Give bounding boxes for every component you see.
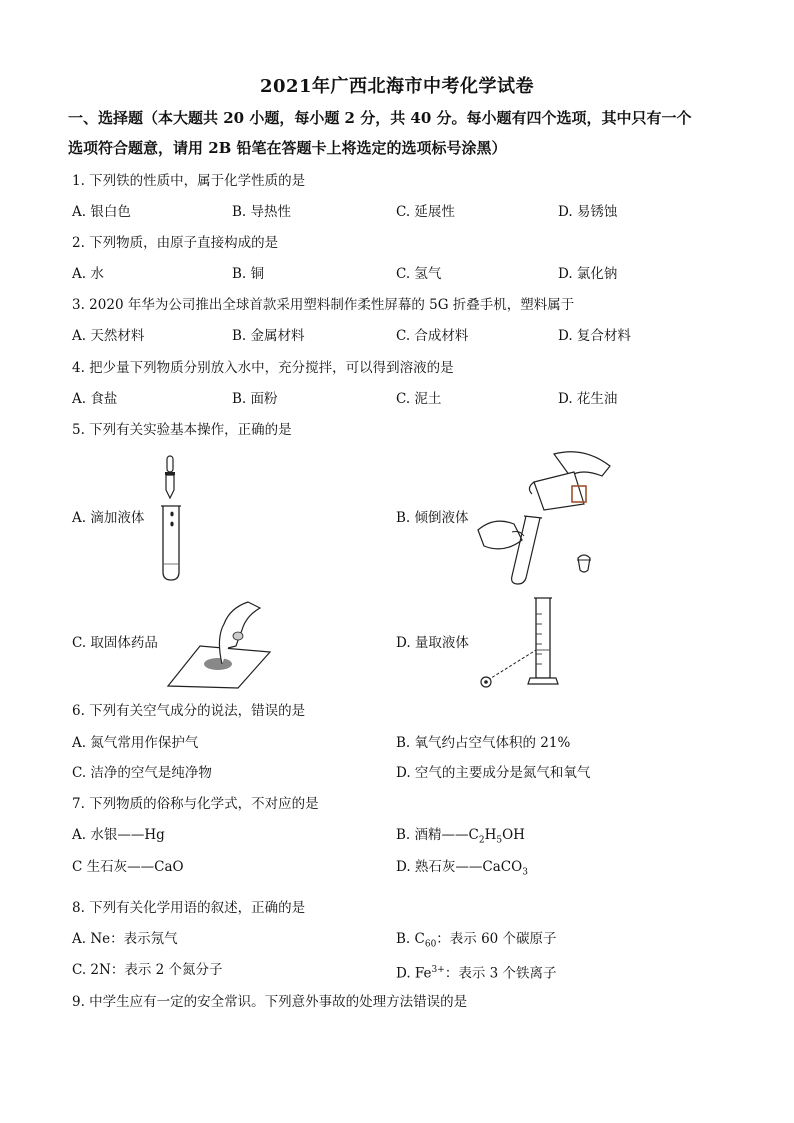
- q7-b-sub-2: 5: [496, 835, 503, 846]
- q8-b-sub: 60: [424, 939, 437, 950]
- q7-option-c[interactable]: C 生石灰——CaO: [72, 859, 184, 875]
- question-9-stem: 9. 中学生应有一定的安全常识。下列意外事故的处理方法错误的是: [72, 994, 468, 1010]
- q5-option-a[interactable]: A. 滴加液体: [72, 510, 145, 526]
- q7-option-d[interactable]: [396, 858, 528, 882]
- q5-option-c[interactable]: C. 取固体药品: [72, 635, 158, 651]
- q1-option-d[interactable]: D. 易锈蚀: [558, 204, 618, 220]
- question-2-stem: 2. 下列物质，由原子直接构成的是: [72, 235, 279, 251]
- q3-option-b[interactable]: B. 金属材料: [232, 328, 305, 344]
- q1-option-c[interactable]: C. 延展性: [396, 204, 455, 220]
- question-5-stem: 5. 下列有关实验基本操作，正确的是: [72, 422, 292, 438]
- q6-option-c[interactable]: C. 洁净的空气是纯净物: [72, 765, 212, 781]
- q8-b-text-2: ：表示 60 个碳原子: [436, 931, 557, 947]
- q2-option-a[interactable]: A. 水: [72, 266, 104, 282]
- q6-option-d[interactable]: D. 空气的主要成分是氮气和氧气: [396, 765, 591, 781]
- q3-option-a[interactable]: A. 天然材料: [72, 328, 145, 344]
- q6-option-b[interactable]: B. 氧气约占空气体积的 21%: [396, 735, 571, 751]
- solid-reagent-illustration: [164, 598, 274, 690]
- q7-option-b[interactable]: [396, 826, 525, 850]
- question-7-stem: 7. 下列物质的俗称与化学式，不对应的是: [72, 796, 319, 812]
- q7-b-text-3: OH: [502, 827, 525, 843]
- q1-option-b[interactable]: B. 导热性: [232, 204, 292, 220]
- q8-option-c[interactable]: C. 2N：表示 2 个氮分子: [72, 962, 223, 978]
- section-heading-line1: 一、选择题（本大题共 20 小题，每小题 2 分，共 40 分。每小题有四个选项，其中只有一个: [68, 109, 692, 127]
- q7-b-text-2: H: [484, 827, 497, 843]
- pouring-liquid-illustration: [474, 446, 616, 586]
- q5-option-d[interactable]: D. 量取液体: [396, 635, 469, 651]
- q7-b-sub-1: 2: [478, 835, 485, 846]
- q2-option-b[interactable]: B. 铜: [232, 266, 265, 282]
- q8-d-sup: 3+: [431, 965, 445, 975]
- question-1-stem: 1. 下列铁的性质中，属于化学性质的是: [72, 173, 306, 189]
- q5-option-b[interactable]: B. 倾倒液体: [396, 510, 469, 526]
- q4-option-b[interactable]: B. 面粉: [232, 391, 278, 407]
- q8-option-b[interactable]: [396, 930, 557, 954]
- q4-option-a[interactable]: A. 食盐: [72, 391, 118, 407]
- q6-option-a[interactable]: A. 氮气常用作保护气: [72, 735, 199, 751]
- q8-option-d[interactable]: [396, 961, 557, 983]
- q7-d-text: D. 熟石灰——CaCO: [396, 859, 523, 875]
- graduated-cylinder-illustration: [474, 594, 564, 694]
- q8-d-text-1: D. Fe: [396, 965, 432, 982]
- dropper-test-tube-illustration: [150, 452, 194, 584]
- q7-d-sub: 3: [522, 867, 528, 878]
- q1-option-a[interactable]: A. 银白色: [72, 204, 131, 220]
- q8-b-text-1: B. C: [396, 931, 425, 947]
- q3-option-d[interactable]: D. 复合材料: [558, 328, 631, 344]
- q4-option-c[interactable]: C. 泥土: [396, 391, 442, 407]
- q3-option-c[interactable]: C. 合成材料: [396, 328, 469, 344]
- page-title: 2021年广西北海市中考化学试卷: [259, 76, 535, 97]
- question-6-stem: 6. 下列有关空气成分的说法，错误的是: [72, 703, 306, 719]
- q8-option-a[interactable]: A. Ne：表示氖气: [72, 931, 178, 947]
- section-heading-line2: 选项符合题意，请用 2B 铅笔在答题卡上将选定的选项标号涂黑）: [68, 139, 507, 157]
- q2-option-d[interactable]: D. 氯化钠: [558, 266, 618, 282]
- q2-option-c[interactable]: C. 氢气: [396, 266, 442, 282]
- q4-option-d[interactable]: D. 花生油: [558, 391, 618, 407]
- q7-option-a[interactable]: A. 水银——Hg: [72, 827, 165, 843]
- q8-d-text-2: ：表示 3 个铁离子: [444, 965, 557, 982]
- question-3-stem: 3. 2020 年华为公司推出全球首款采用塑料制作柔性屏幕的 5G 折叠手机，塑料属于: [72, 297, 575, 313]
- q7-b-text-1: B. 酒精——C: [396, 827, 479, 843]
- question-4-stem: 4. 把少量下列物质分别放入水中，充分搅拌，可以得到溶液的是: [72, 360, 454, 376]
- question-8-stem: 8. 下列有关化学用语的叙述，正确的是: [72, 900, 306, 916]
